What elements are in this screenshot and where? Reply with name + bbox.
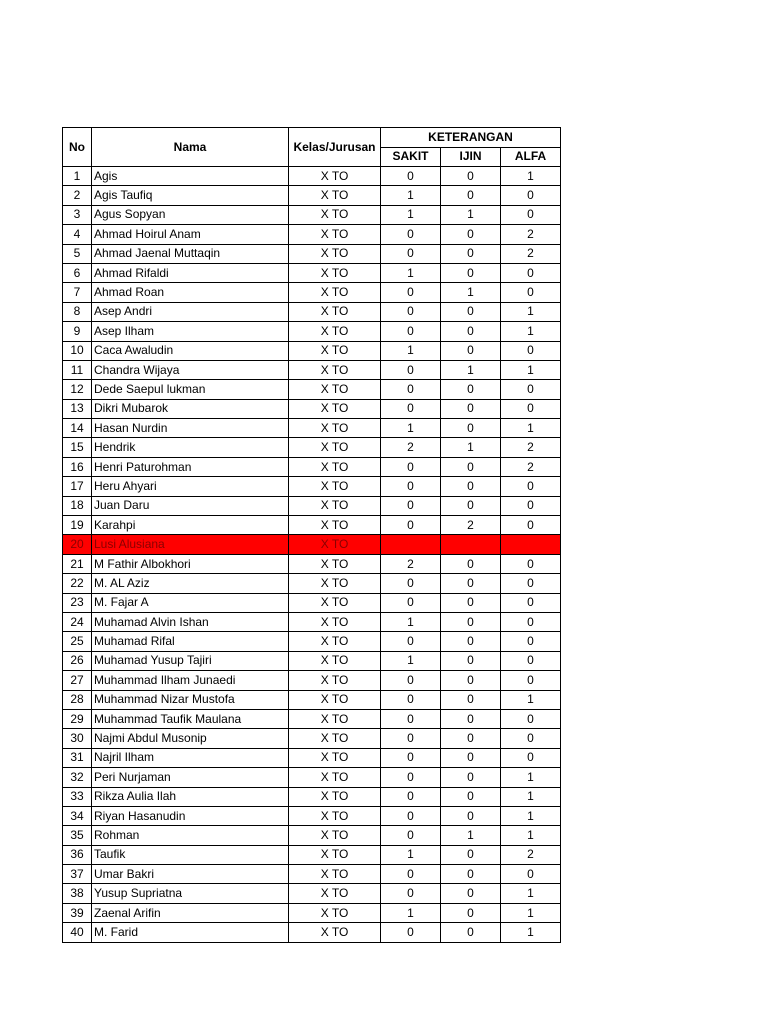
cell-sakit: 0 [381,380,441,399]
table-row [63,768,561,787]
cell-sakit: 0 [381,322,441,341]
cell-ijin [441,535,501,554]
cell-sakit: 0 [381,302,441,321]
header-ijin: IJIN [441,147,501,167]
cell-sakit: 0 [381,709,441,728]
cell-kelas: X TO [289,516,381,535]
cell-no: 17 [63,477,92,496]
cell-alfa: 0 [501,748,561,767]
table-row [63,923,561,942]
cell-no: 22 [63,574,92,593]
cell-no: 15 [63,438,92,457]
cell-alfa: 1 [501,360,561,379]
cell-no: 2 [63,186,92,205]
cell-nama: Rohman [92,826,289,845]
cell-no: 38 [63,884,92,903]
cell-alfa: 1 [501,419,561,438]
cell-nama: M Fathir Albokhori [92,554,289,573]
cell-nama: Ahmad Rifaldi [92,263,289,282]
cell-kelas: X TO [289,535,381,554]
table-header [63,128,561,167]
table-row [63,865,561,884]
table-row [63,748,561,767]
table-row [63,593,561,612]
cell-kelas: X TO [289,380,381,399]
cell-sakit: 0 [381,496,441,515]
cell-nama: Juan Daru [92,496,289,515]
cell-kelas: X TO [289,729,381,748]
cell-nama: Muhammad Nizar Mustofa [92,690,289,709]
cell-nama: Karahpi [92,516,289,535]
cell-nama: Muhamad Rifal [92,632,289,651]
cell-nama: M. Farid [92,923,289,942]
cell-ijin: 1 [441,438,501,457]
cell-alfa: 1 [501,826,561,845]
cell-ijin: 0 [441,399,501,418]
cell-no: 18 [63,496,92,515]
cell-kelas: X TO [289,787,381,806]
cell-alfa: 2 [501,457,561,476]
cell-kelas: X TO [289,167,381,186]
cell-alfa: 0 [501,574,561,593]
cell-sakit: 0 [381,787,441,806]
attendance-table [62,127,561,943]
cell-sakit: 0 [381,884,441,903]
cell-kelas: X TO [289,341,381,360]
cell-kelas: X TO [289,593,381,612]
cell-ijin: 0 [441,496,501,515]
cell-alfa: 0 [501,205,561,224]
table-row [63,826,561,845]
cell-kelas: X TO [289,302,381,321]
cell-alfa: 1 [501,884,561,903]
header-kelas: Kelas/Jurusan [289,128,381,167]
cell-no: 4 [63,225,92,244]
table-row [63,283,561,302]
table-row [63,360,561,379]
cell-alfa: 0 [501,516,561,535]
cell-alfa: 1 [501,923,561,942]
cell-alfa: 0 [501,612,561,631]
cell-sakit: 2 [381,438,441,457]
cell-nama: Taufik [92,845,289,864]
cell-nama: Najmi Abdul Musonip [92,729,289,748]
cell-no: 1 [63,167,92,186]
cell-nama: Henri Paturohman [92,457,289,476]
cell-no: 28 [63,690,92,709]
cell-no: 36 [63,845,92,864]
cell-kelas: X TO [289,186,381,205]
table-row [63,341,561,360]
header-alfa: ALFA [501,147,561,167]
cell-kelas: X TO [289,419,381,438]
cell-alfa: 1 [501,322,561,341]
cell-alfa: 0 [501,496,561,515]
cell-alfa: 1 [501,806,561,825]
cell-no: 13 [63,399,92,418]
cell-alfa: 1 [501,768,561,787]
cell-no: 9 [63,322,92,341]
cell-alfa: 0 [501,186,561,205]
table-row [63,651,561,670]
cell-no: 21 [63,554,92,573]
cell-no: 40 [63,923,92,942]
table-row [63,399,561,418]
cell-alfa: 0 [501,554,561,573]
table-row [63,302,561,321]
table-body [63,167,561,943]
cell-nama: M. Fajar A [92,593,289,612]
cell-kelas: X TO [289,457,381,476]
table-row [63,612,561,631]
cell-alfa: 0 [501,729,561,748]
cell-alfa: 0 [501,671,561,690]
cell-alfa: 1 [501,787,561,806]
cell-sakit: 0 [381,167,441,186]
cell-ijin: 1 [441,826,501,845]
cell-sakit: 0 [381,574,441,593]
cell-alfa: 0 [501,651,561,670]
table-row [63,419,561,438]
table-row [63,806,561,825]
cell-ijin: 0 [441,651,501,670]
cell-kelas: X TO [289,903,381,922]
cell-nama: Dede Saepul lukman [92,380,289,399]
cell-ijin: 0 [441,612,501,631]
cell-nama: Agus Sopyan [92,205,289,224]
cell-alfa: 1 [501,302,561,321]
cell-nama: Zaenal Arifin [92,903,289,922]
cell-nama: Agis [92,167,289,186]
cell-kelas: X TO [289,806,381,825]
cell-kelas: X TO [289,360,381,379]
table-row [63,632,561,651]
cell-nama: Rikza Aulia Ilah [92,787,289,806]
table-row [63,167,561,186]
cell-nama: Dikri Mubarok [92,399,289,418]
cell-nama: Muhammad Ilham Junaedi [92,671,289,690]
table-row [63,205,561,224]
cell-ijin: 0 [441,748,501,767]
cell-kelas: X TO [289,225,381,244]
cell-alfa: 0 [501,283,561,302]
header-keterangan: KETERANGAN [381,128,561,148]
table-row [63,244,561,263]
cell-kelas: X TO [289,690,381,709]
cell-no: 23 [63,593,92,612]
cell-ijin: 0 [441,574,501,593]
cell-nama: Agis Taufiq [92,186,289,205]
cell-sakit: 0 [381,225,441,244]
cell-no: 12 [63,380,92,399]
cell-ijin: 0 [441,709,501,728]
cell-sakit: 0 [381,748,441,767]
cell-kelas: X TO [289,322,381,341]
cell-sakit: 0 [381,923,441,942]
cell-sakit: 1 [381,341,441,360]
cell-ijin: 0 [441,419,501,438]
cell-sakit [381,535,441,554]
header-sakit: SAKIT [381,147,441,167]
cell-no: 29 [63,709,92,728]
cell-nama: Chandra Wijaya [92,360,289,379]
cell-ijin: 0 [441,167,501,186]
cell-ijin: 0 [441,457,501,476]
cell-no: 37 [63,865,92,884]
cell-alfa [501,535,561,554]
cell-nama: Asep Andri [92,302,289,321]
cell-sakit: 0 [381,516,441,535]
table-row [63,787,561,806]
cell-kelas: X TO [289,709,381,728]
cell-ijin: 0 [441,884,501,903]
table-row [63,380,561,399]
table-row [63,554,561,573]
cell-nama: Muhamad Alvin Ishan [92,612,289,631]
cell-nama: Riyan Hasanudin [92,806,289,825]
cell-no: 10 [63,341,92,360]
table-row [63,477,561,496]
cell-alfa: 2 [501,845,561,864]
cell-sakit: 2 [381,554,441,573]
cell-sakit: 0 [381,826,441,845]
cell-sakit: 0 [381,399,441,418]
cell-kelas: X TO [289,612,381,631]
cell-ijin: 0 [441,903,501,922]
cell-no: 8 [63,302,92,321]
cell-nama: Caca Awaludin [92,341,289,360]
cell-ijin: 2 [441,516,501,535]
cell-no: 25 [63,632,92,651]
cell-sakit: 1 [381,845,441,864]
table-row [63,186,561,205]
cell-ijin: 0 [441,225,501,244]
cell-no: 33 [63,787,92,806]
cell-kelas: X TO [289,283,381,302]
cell-alfa: 0 [501,477,561,496]
cell-ijin: 0 [441,671,501,690]
table-row [63,690,561,709]
cell-kelas: X TO [289,845,381,864]
cell-nama: Ahmad Hoirul Anam [92,225,289,244]
cell-ijin: 1 [441,205,501,224]
cell-sakit: 0 [381,806,441,825]
cell-no: 30 [63,729,92,748]
cell-no: 16 [63,457,92,476]
table-row [63,671,561,690]
cell-sakit: 1 [381,651,441,670]
cell-nama: Ahmad Jaenal Muttaqin [92,244,289,263]
cell-alfa: 2 [501,244,561,263]
cell-no: 35 [63,826,92,845]
cell-no: 3 [63,205,92,224]
cell-kelas: X TO [289,671,381,690]
cell-ijin: 0 [441,768,501,787]
cell-kelas: X TO [289,865,381,884]
cell-alfa: 1 [501,690,561,709]
cell-alfa: 0 [501,865,561,884]
cell-kelas: X TO [289,884,381,903]
cell-ijin: 0 [441,186,501,205]
cell-sakit: 0 [381,768,441,787]
cell-nama: Hendrik [92,438,289,457]
cell-ijin: 0 [441,923,501,942]
cell-kelas: X TO [289,496,381,515]
cell-kelas: X TO [289,768,381,787]
cell-ijin: 0 [441,593,501,612]
cell-ijin: 0 [441,865,501,884]
cell-ijin: 0 [441,729,501,748]
cell-no: 32 [63,768,92,787]
cell-sakit: 1 [381,205,441,224]
cell-kelas: X TO [289,923,381,942]
cell-sakit: 0 [381,283,441,302]
cell-alfa: 0 [501,341,561,360]
table-row [63,535,561,554]
cell-no: 26 [63,651,92,670]
cell-alfa: 0 [501,380,561,399]
header-nama: Nama [92,128,289,167]
cell-kelas: X TO [289,205,381,224]
cell-kelas: X TO [289,263,381,282]
cell-sakit: 1 [381,612,441,631]
cell-sakit: 0 [381,632,441,651]
cell-kelas: X TO [289,651,381,670]
cell-no: 39 [63,903,92,922]
cell-kelas: X TO [289,438,381,457]
cell-kelas: X TO [289,826,381,845]
table-row [63,729,561,748]
cell-alfa: 0 [501,263,561,282]
cell-nama: Ahmad Roan [92,283,289,302]
cell-no: 14 [63,419,92,438]
cell-sakit: 0 [381,690,441,709]
cell-nama: Lusi Alusiana [92,535,289,554]
cell-no: 6 [63,263,92,282]
cell-no: 19 [63,516,92,535]
cell-sakit: 0 [381,360,441,379]
cell-ijin: 0 [441,632,501,651]
cell-sakit: 0 [381,671,441,690]
cell-sakit: 1 [381,263,441,282]
cell-ijin: 0 [441,690,501,709]
table-row [63,225,561,244]
cell-sakit: 1 [381,419,441,438]
table-row [63,263,561,282]
table-row [63,457,561,476]
cell-no: 27 [63,671,92,690]
table-row [63,845,561,864]
table-row [63,709,561,728]
cell-ijin: 0 [441,787,501,806]
cell-nama: Muhammad Taufik Maulana [92,709,289,728]
cell-no: 34 [63,806,92,825]
header-no: No [63,128,92,167]
cell-nama: M. AL Aziz [92,574,289,593]
cell-kelas: X TO [289,632,381,651]
table-row [63,574,561,593]
cell-nama: Peri Nurjaman [92,768,289,787]
cell-ijin: 0 [441,302,501,321]
cell-ijin: 0 [441,845,501,864]
cell-alfa: 2 [501,438,561,457]
cell-sakit: 0 [381,244,441,263]
table-row [63,438,561,457]
cell-sakit: 0 [381,477,441,496]
cell-kelas: X TO [289,748,381,767]
table-row [63,884,561,903]
cell-no: 11 [63,360,92,379]
cell-ijin: 0 [441,554,501,573]
cell-nama: Umar Bakri [92,865,289,884]
cell-sakit: 0 [381,457,441,476]
cell-sakit: 0 [381,729,441,748]
cell-kelas: X TO [289,399,381,418]
cell-kelas: X TO [289,574,381,593]
cell-ijin: 0 [441,806,501,825]
cell-kelas: X TO [289,244,381,263]
cell-nama: Najril Ilham [92,748,289,767]
cell-sakit: 1 [381,903,441,922]
table-row [63,903,561,922]
cell-no: 31 [63,748,92,767]
table-row [63,496,561,515]
cell-alfa: 1 [501,167,561,186]
cell-nama: Heru Ahyari [92,477,289,496]
cell-kelas: X TO [289,477,381,496]
cell-sakit: 1 [381,186,441,205]
cell-ijin: 1 [441,360,501,379]
cell-alfa: 0 [501,593,561,612]
cell-ijin: 0 [441,380,501,399]
cell-ijin: 1 [441,283,501,302]
cell-no: 5 [63,244,92,263]
cell-nama: Yusup Supriatna [92,884,289,903]
cell-kelas: X TO [289,554,381,573]
cell-alfa: 0 [501,632,561,651]
cell-ijin: 0 [441,341,501,360]
cell-ijin: 0 [441,244,501,263]
cell-alfa: 1 [501,903,561,922]
cell-no: 7 [63,283,92,302]
cell-nama: Muhamad Yusup Tajiri [92,651,289,670]
cell-alfa: 0 [501,709,561,728]
cell-no: 24 [63,612,92,631]
cell-nama: Asep Ilham [92,322,289,341]
cell-sakit: 0 [381,865,441,884]
table-row [63,322,561,341]
cell-ijin: 0 [441,477,501,496]
cell-sakit: 0 [381,593,441,612]
table-row [63,516,561,535]
cell-ijin: 0 [441,263,501,282]
cell-no: 20 [63,535,92,554]
cell-alfa: 0 [501,399,561,418]
cell-ijin: 0 [441,322,501,341]
cell-nama: Hasan Nurdin [92,419,289,438]
cell-alfa: 2 [501,225,561,244]
